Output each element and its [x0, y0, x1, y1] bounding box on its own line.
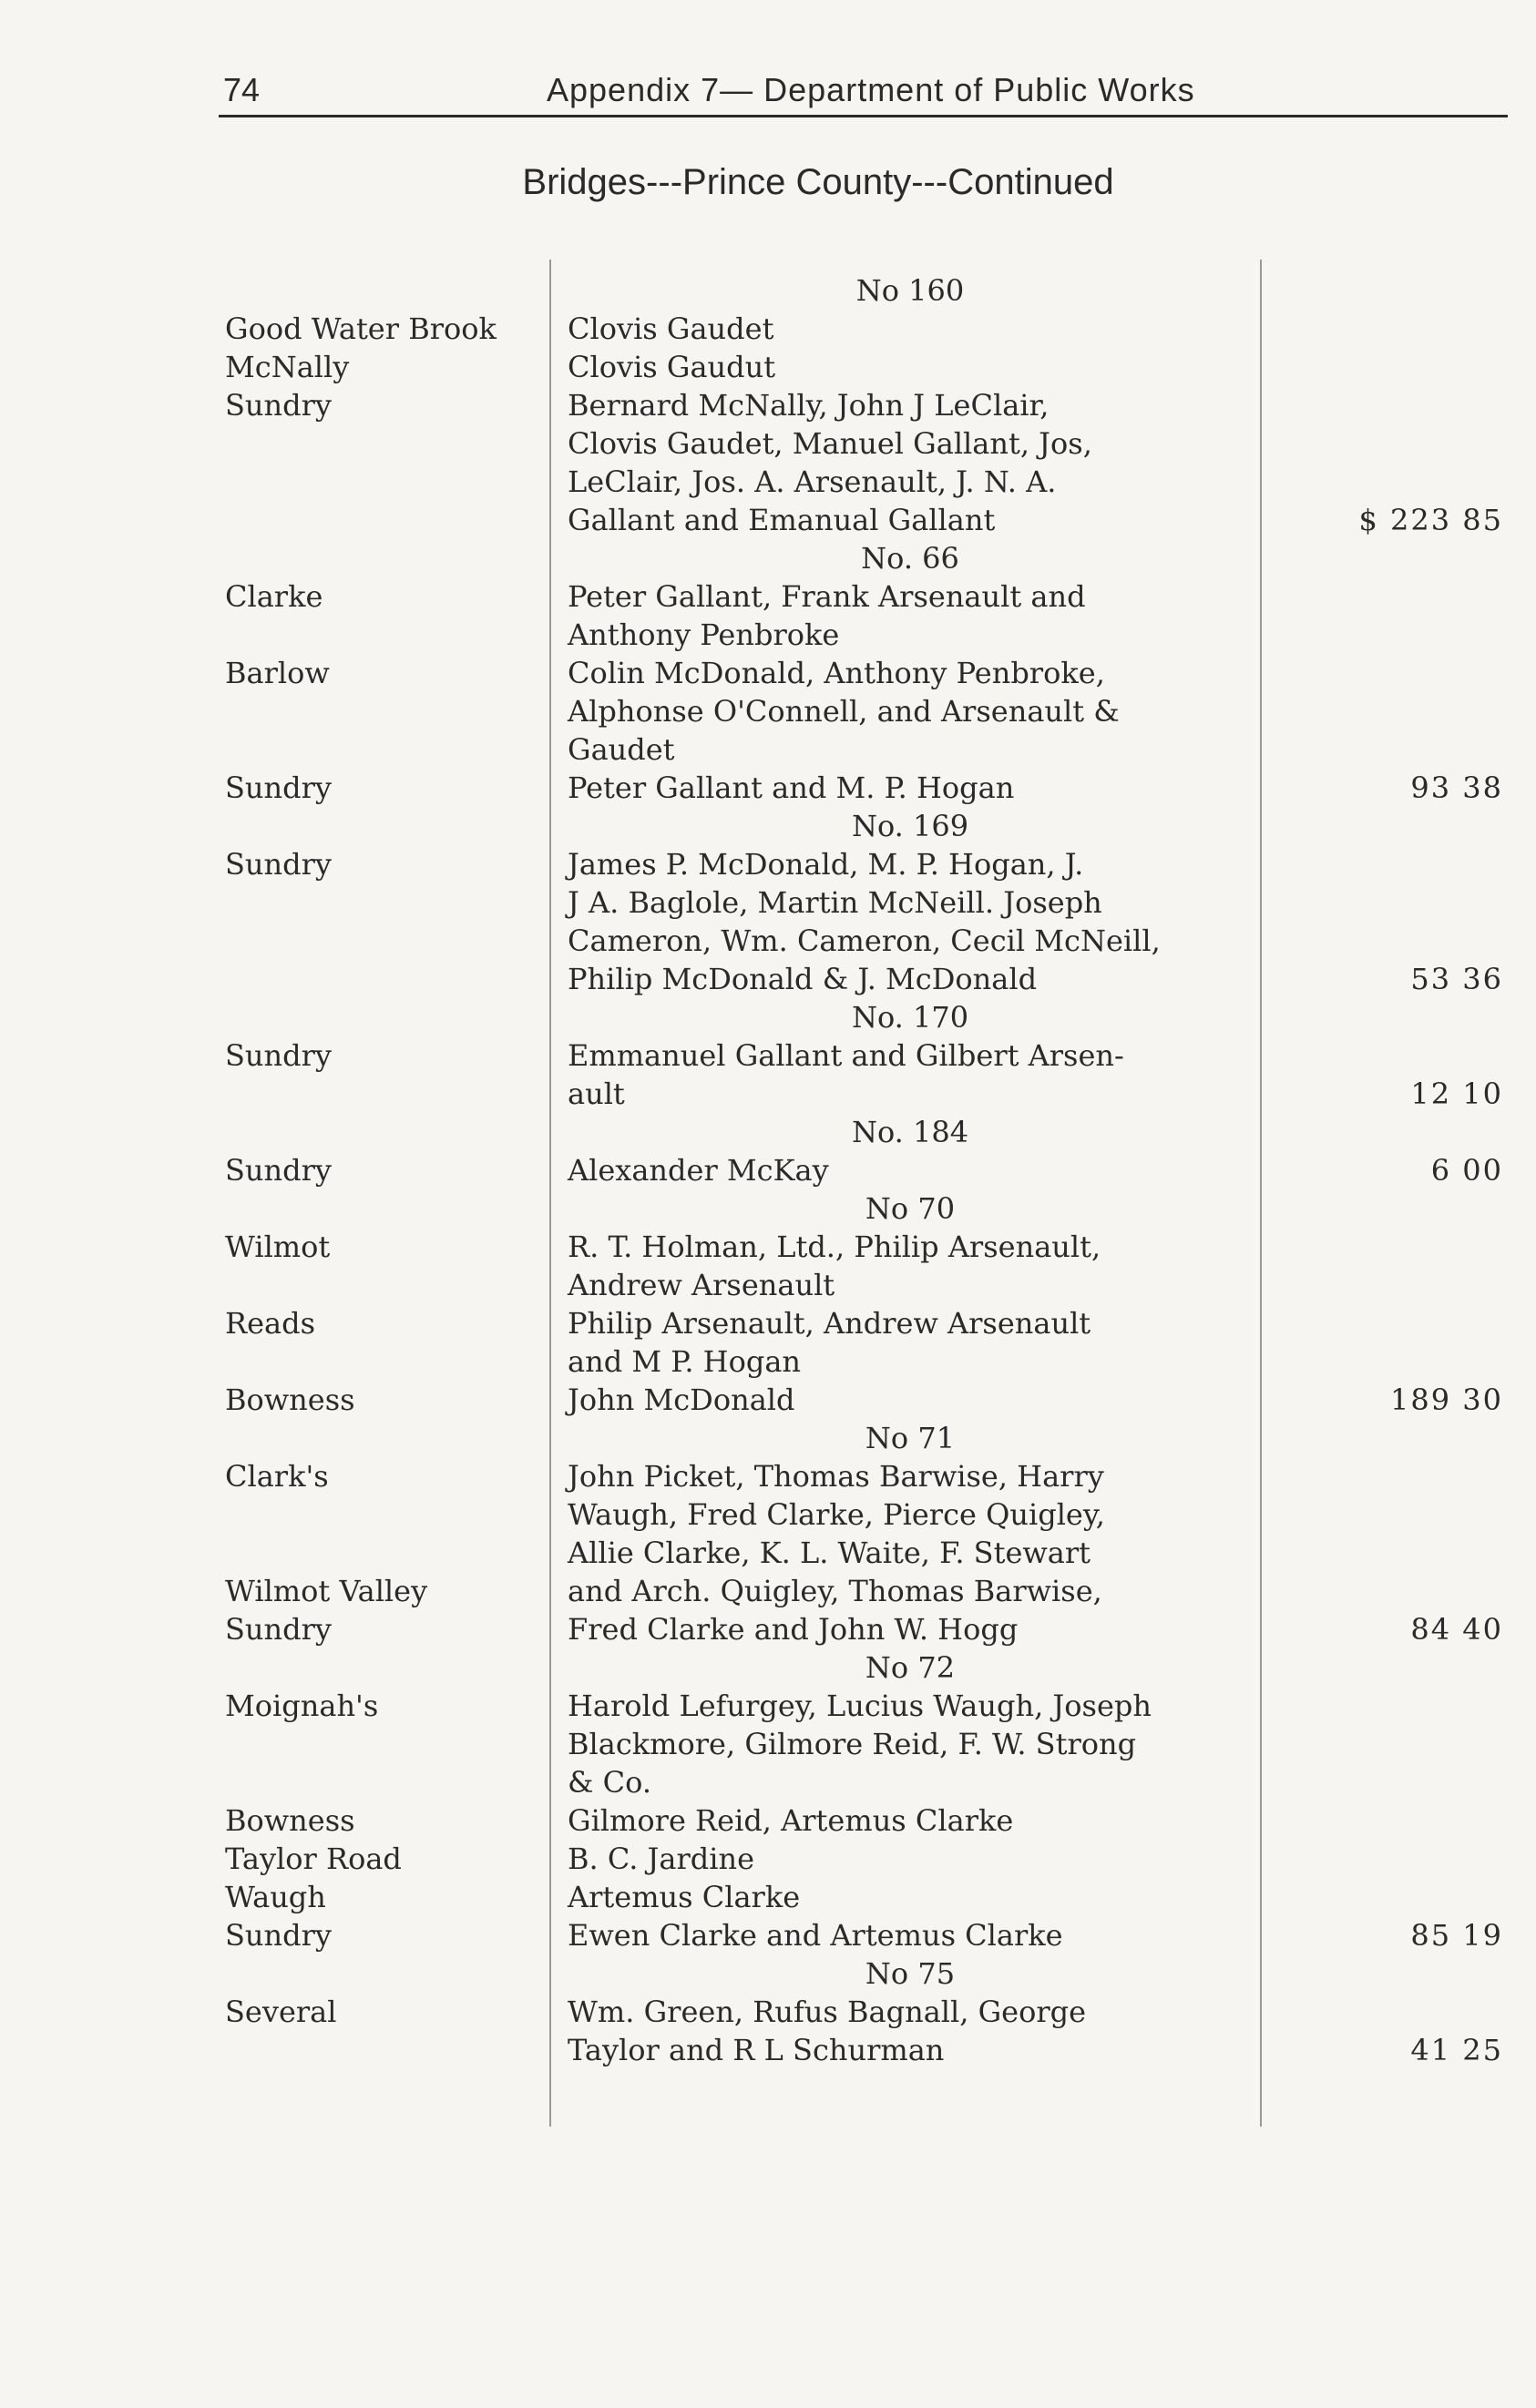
payee-text: & Co. [568, 1765, 652, 1800]
contract-number: No. 170 [851, 1000, 969, 1035]
bridge-location: Bowness [225, 1803, 355, 1838]
payee-text: Clovis Gaudut [568, 350, 776, 384]
amount-value: 84 40 [1410, 1612, 1503, 1647]
bridge-location: Wilmot [225, 1230, 331, 1264]
bridge-location: Waugh [225, 1880, 326, 1914]
bridge-location: Sundry [225, 388, 332, 423]
bridge-location: Sundry [225, 770, 332, 805]
contract-number: No 75 [865, 1956, 956, 1991]
payee-text: Peter Gallant, Frank Arsenault and [568, 579, 1086, 614]
payee-text: Ewen Clarke and Artemus Clarke [568, 1918, 1063, 1953]
payee-text: Cameron, Wm. Cameron, Cecil McNeill, [568, 923, 1161, 958]
payee-text: Taylor and R L Schurman [568, 2033, 945, 2067]
contract-number: No. 66 [861, 541, 959, 576]
bridge-location: Sundry [225, 847, 332, 882]
contract-number: No 160 [855, 273, 965, 308]
bridge-location: Reads [225, 1306, 316, 1341]
payee-text: John McDonald [568, 1383, 795, 1417]
bridge-location: Taylor Road [225, 1842, 402, 1876]
payee-text: Clovis Gaudet, Manuel Gallant, Jos, [568, 426, 1092, 461]
amount-value: 12 10 [1410, 1076, 1503, 1111]
payee-text: and Arch. Quigley, Thomas Barwise, [568, 1574, 1102, 1608]
payee-text: Gallant and Emanual Gallant [568, 503, 996, 537]
amount-value: 189 30 [1390, 1383, 1503, 1417]
payee-text: Wm. Green, Rufus Bagnall, George [568, 1995, 1087, 2029]
payee-text: Harold Lefurgey, Lucius Waugh, Joseph [568, 1689, 1152, 1723]
running-title: Appendix 7— Department of Public Works [547, 71, 1195, 108]
amount-value: 6 00 [1430, 1153, 1503, 1188]
bridge-location: Moignah's [225, 1689, 379, 1723]
page-number: 74 [223, 71, 261, 108]
contract-number: No 70 [865, 1191, 956, 1226]
bridge-location: Clarke [225, 579, 323, 614]
bridge-location: McNally [225, 350, 350, 384]
payee-text: Artemus Clarke [568, 1880, 801, 1914]
bridge-location: Sundry [225, 1153, 332, 1188]
payee-text: and M P. Hogan [568, 1344, 802, 1379]
payee-text: Philip McDonald & J. McDonald [568, 962, 1038, 996]
amount-value: 85 19 [1410, 1918, 1503, 1953]
payee-text: James P. McDonald, M. P. Hogan, J. [568, 847, 1084, 882]
bridge-location: Barlow [225, 656, 330, 690]
payee-text: J A. Baglole, Martin McNeill. Joseph [568, 885, 1102, 920]
amount-value: $ 223 85 [1358, 503, 1503, 537]
bridge-location: Several [225, 1995, 337, 2029]
payee-text: Waugh, Fred Clarke, Pierce Quigley, [568, 1497, 1105, 1532]
payee-text: John Picket, Thomas Barwise, Harry [568, 1459, 1104, 1494]
payee-text: Andrew Arsenault [568, 1268, 835, 1302]
payee-text: Gaudet [568, 732, 675, 767]
payee-text: Clovis Gaudet [568, 311, 774, 346]
column-divider-right [1260, 260, 1262, 2127]
amount-value: 53 36 [1410, 962, 1503, 996]
bridge-location: Bowness [225, 1383, 355, 1417]
payee-text: Philip Arsenault, Andrew Arsenault [568, 1306, 1091, 1341]
bridge-location: Wilmot Valley [225, 1574, 428, 1608]
page-header [0, 0, 1536, 118]
payee-text: Blackmore, Gilmore Reid, F. W. Strong [568, 1727, 1137, 1761]
payee-text: Colin McDonald, Anthony Penbroke, [568, 656, 1105, 690]
contract-number: No 71 [865, 1421, 956, 1455]
payee-text: Alphonse O'Connell, and Arsenault & [568, 694, 1120, 729]
contract-number: No. 184 [851, 1115, 969, 1149]
payee-text: LeClair, Jos. A. Arsenault, J. N. A. [568, 464, 1057, 499]
header-rule [219, 115, 1508, 117]
payee-text: Fred Clarke and John W. Hogg [568, 1612, 1019, 1647]
payee-text: Gilmore Reid, Artemus Clarke [568, 1803, 1014, 1838]
section-title: Bridges---Prince County---Continued [522, 162, 1114, 202]
column-divider-left [549, 260, 551, 2127]
payee-text: Anthony Penbroke [568, 617, 840, 652]
payee-text: R. T. Holman, Ltd., Philip Arsenault, [568, 1230, 1101, 1264]
amount-value: 93 38 [1410, 770, 1503, 805]
bridge-location: Clark's [225, 1459, 329, 1494]
payee-text: Peter Gallant and M. P. Hogan [568, 770, 1015, 805]
bridge-location: Sundry [225, 1918, 332, 1953]
payee-text: Alexander McKay [568, 1153, 829, 1188]
contract-number: No 72 [865, 1650, 956, 1685]
amount-value: 41 25 [1410, 2033, 1503, 2067]
bridge-location: Sundry [225, 1038, 332, 1073]
payee-text: Allie Clarke, K. L. Waite, F. Stewart [568, 1536, 1091, 1570]
payee-text: Emmanuel Gallant and Gilbert Arsen- [568, 1038, 1124, 1073]
bridge-location: Sundry [225, 1612, 332, 1647]
bridge-location: Good Water Brook [225, 311, 497, 346]
payee-text: ault [568, 1076, 625, 1111]
payee-text: B. C. Jardine [568, 1842, 755, 1876]
contract-number: No. 169 [851, 809, 969, 843]
payee-text: Bernard McNally, John J LeClair, [568, 388, 1050, 423]
